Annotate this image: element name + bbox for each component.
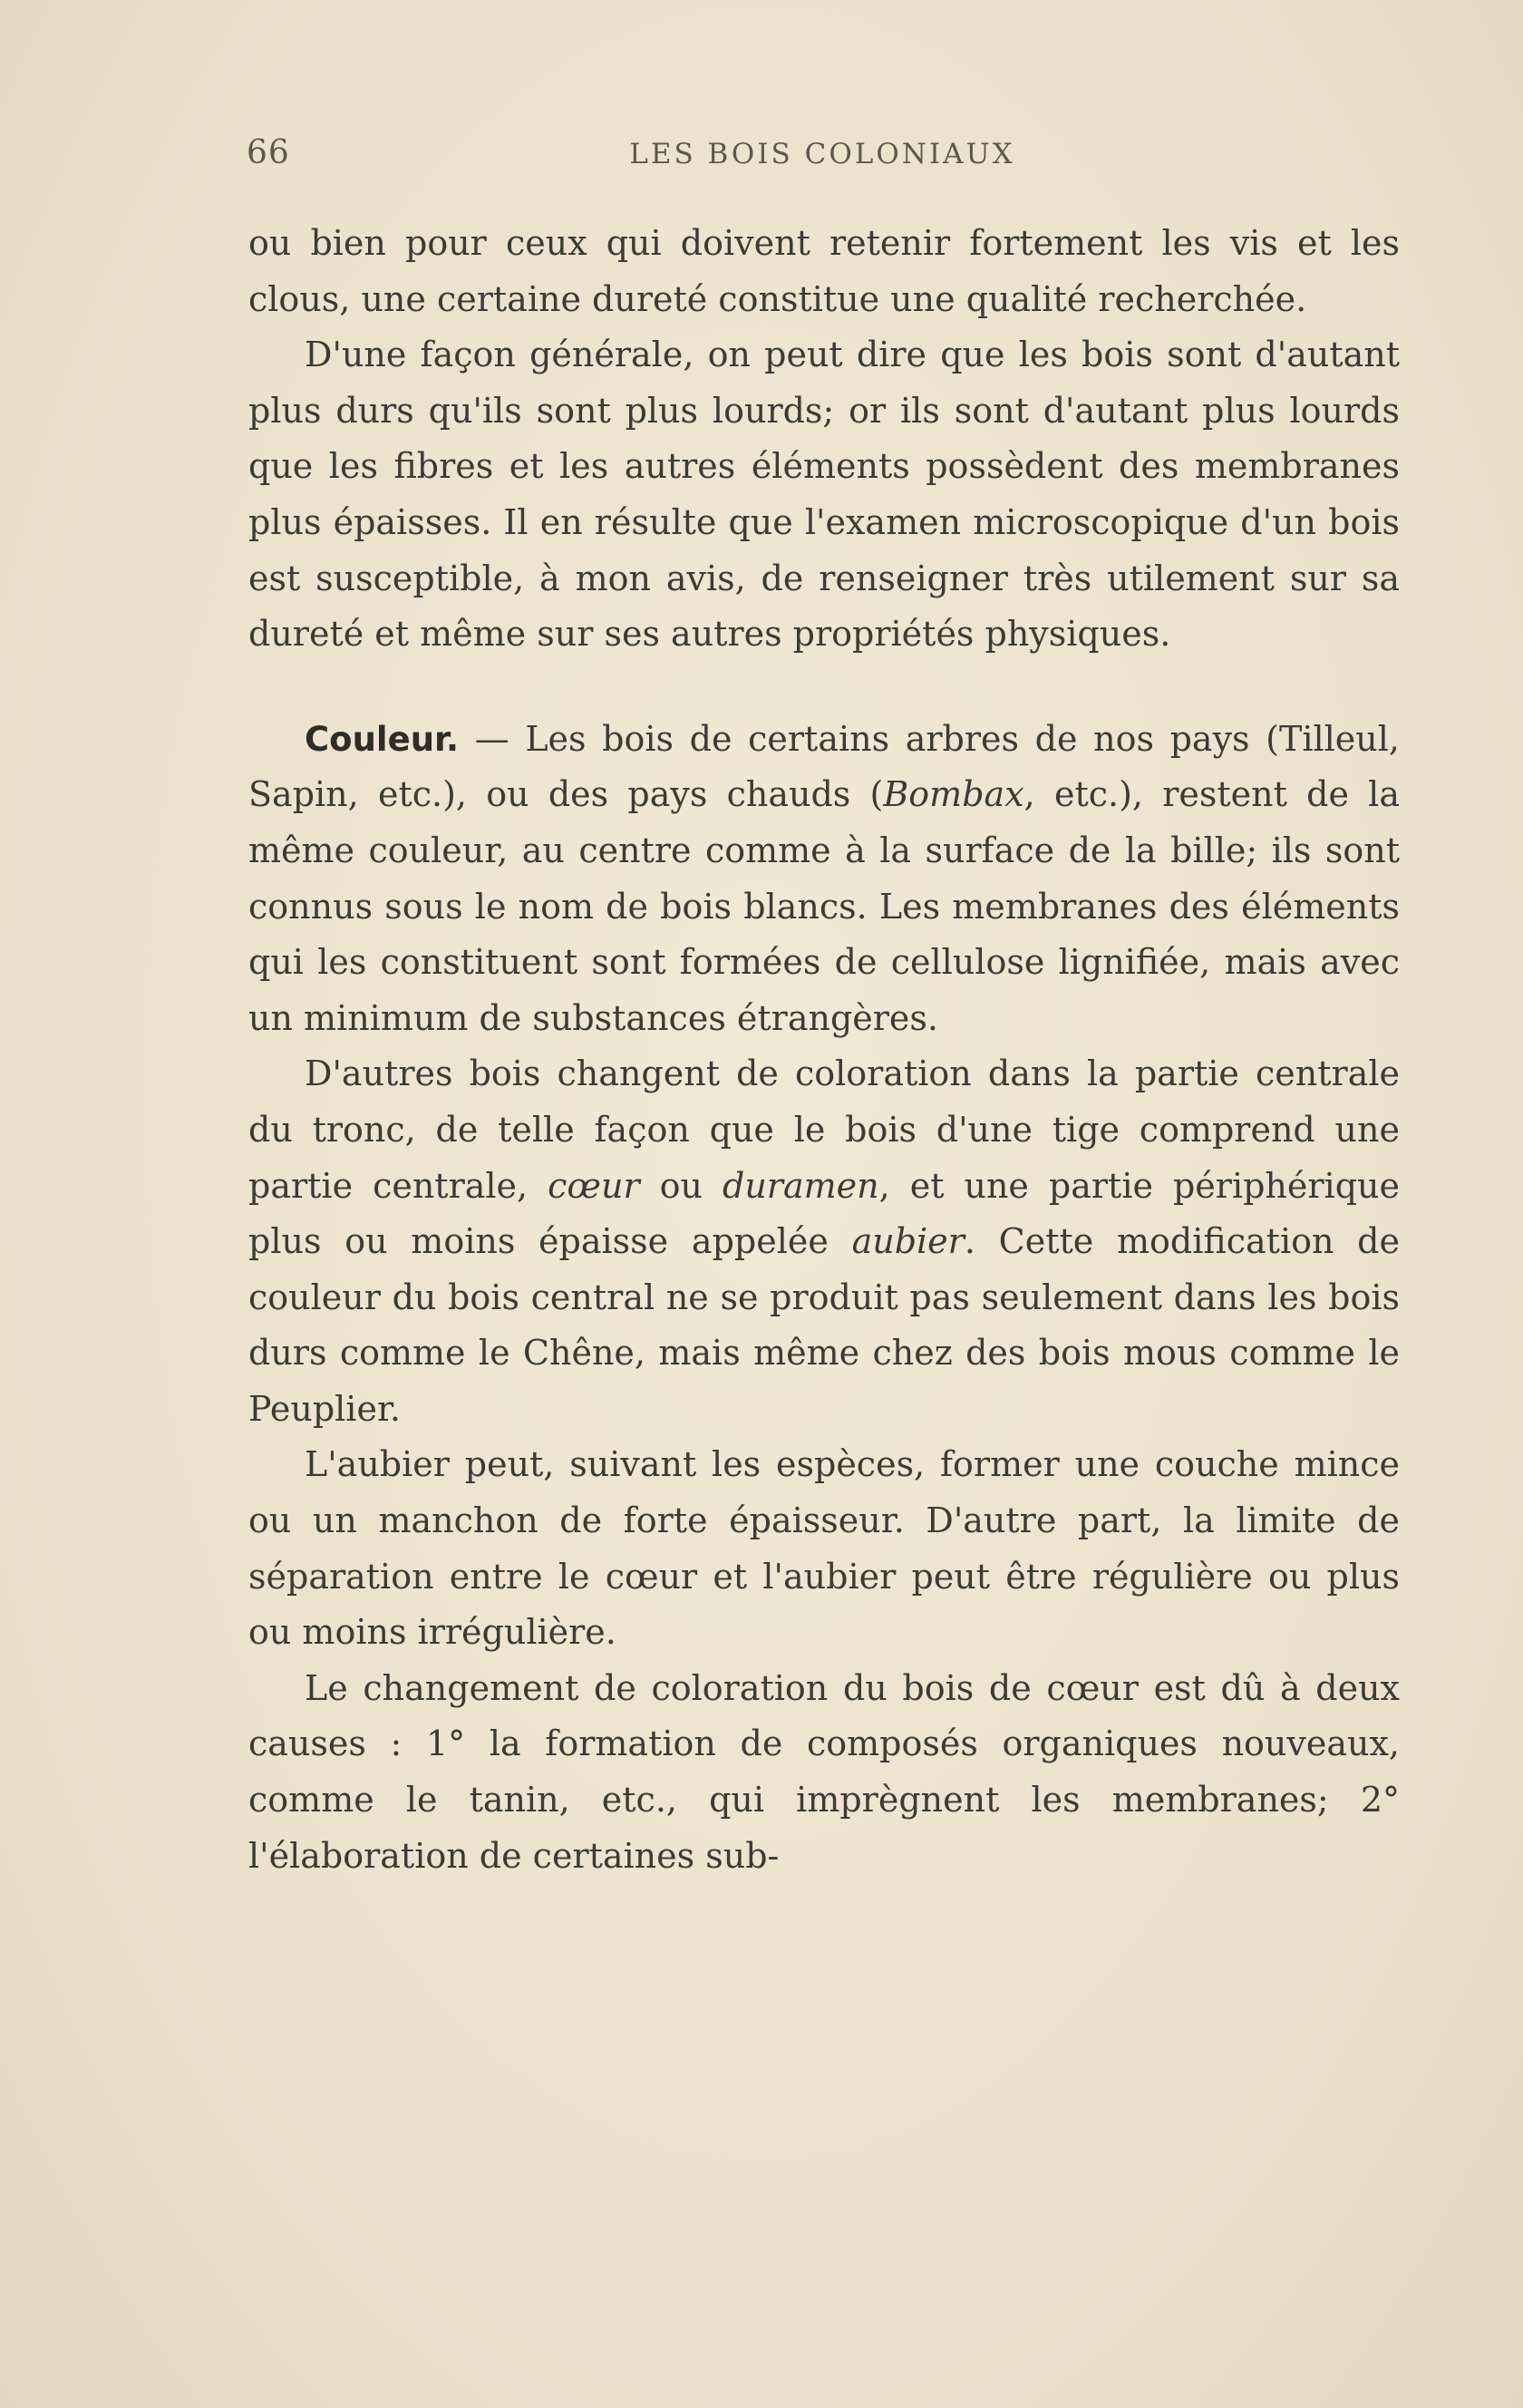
paragraph-hardness: D'une façon générale, on peut dire que les bois sont d'autant plus durs qu'ils sont plus lourds; or ils sont d'autant plus lourds que les fibres et les autres éléments possèdent des membranes plus épaisses. Il en résulte que l'examen microscopique d'un bois est susceptible, à mon avis, de renseigner très utilement sur sa dureté et même sur ses autres propriétés physiques. <box>248 335 1400 655</box>
paragraph-duramen: D'autres bois changent de coloration dans la partie centrale du tronc, de telle façon que le bois d'une tige comprend une partie centrale, cœur ou duramen, et une partie périphérique plus ou moins épaisse appelée aubier. Cette modification de couleur du bois central ne se produit pas seulement dans les bois durs comme le Chêne, mais même chez des bois mous comme le Peuplier. <box>248 1054 1400 1429</box>
section-heading-couleur: Couleur. <box>305 719 460 759</box>
italic-term: aubier <box>851 1221 965 1262</box>
paragraph-couleur: Couleur. — Les bois de certains arbres de nos pays (Tilleul, Sapin, etc.), ou des pays chauds (Bombax, etc.), restent de la même couleur, au centre comme à la surface de la bille; ils sont connus sous le nom de bois blancs. Les membranes des éléments qui les constituent sont formées de cellulose lignifiée, mais avec un minimum de substances étrangères. <box>248 718 1400 1038</box>
italic-term: duramen <box>723 1165 879 1206</box>
paragraph-continuation: ou bien pour ceux qui doivent retenir fortement les vis et les clous, une certaine dureté constitue une qualité recherchée. <box>248 223 1400 319</box>
running-title: LES BOIS COLONIAUX <box>629 138 1015 170</box>
italic-term: Bombax <box>883 774 1024 815</box>
page-number: 66 <box>247 134 290 171</box>
paragraph-changement: Le changement de coloration du bois de cœur est dû à deux causes : 1° la formation de composés organiques nouveaux, comme le tanin, etc., qui imprègnent les membranes; 2° l'élaboration de certaines sub- <box>248 1667 1400 1876</box>
paragraph-aubier: L'aubier peut, suivant les espèces, former une couche mince ou un manchon de forte épaisseur. D'autre part, la limite de séparation entre le cœur et l'aubier peut être régulière ou plus ou moins irrégulière. <box>248 1444 1400 1653</box>
page-header <box>247 134 1398 180</box>
italic-term: cœur <box>548 1165 640 1206</box>
body-text <box>248 216 1400 1884</box>
